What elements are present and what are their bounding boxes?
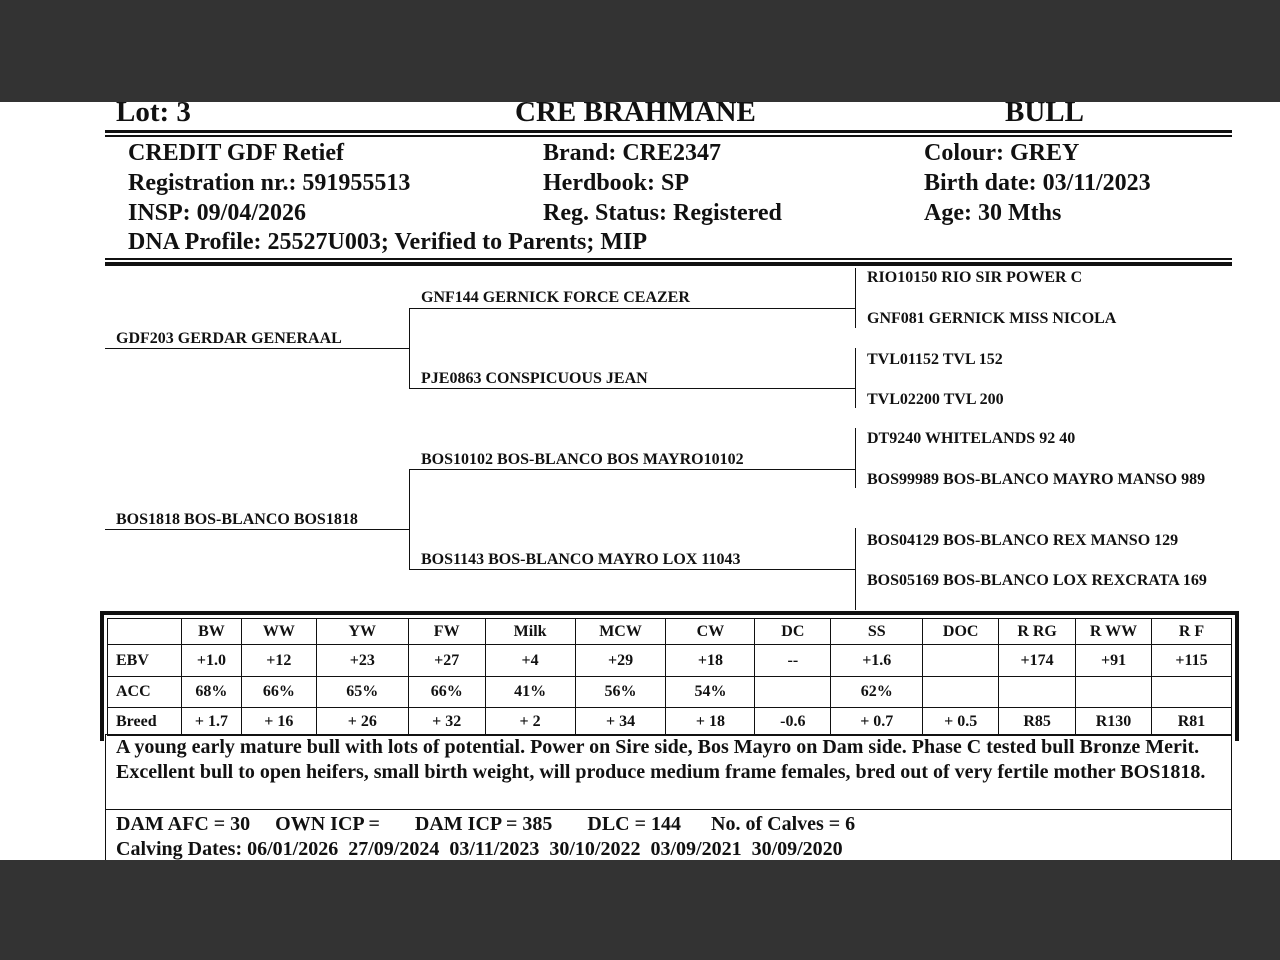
lot-number: Lot: 3 [116,102,191,128]
ebv-cell: +23 [316,645,408,677]
comments-text: A young early mature bull with lots of potential. Power on Sire side, Bos Mayro on Dam side. Phase C tested bull Bronze Merit. Excellent bull to open heifers, small birth weight, will produce medium frame females, bred out of very fertile mother BOS1818. [116,736,1206,783]
herdbook: Herdbook: SP [543,170,690,196]
sire-dam: PJE0863 CONSPICUOUS JEAN [421,370,648,387]
col-header: FW [408,619,485,645]
acc-cell [1076,677,1152,708]
ggp-bracket-3 [855,428,856,488]
ebv-cell: +1.0 [181,645,241,677]
age: Age: 30 Mths [924,200,1062,226]
ggp-bracket-2 [855,348,856,408]
sex-label: BULL [1005,102,1084,128]
info-rule-thin [105,258,1232,260]
row-label: ACC [108,677,182,708]
lot-sheet [0,102,1280,860]
ggp-5: DT9240 WHITELANDS 92 40 [867,430,1076,447]
ebv-cell: +91 [1076,645,1152,677]
ebv-row [108,645,1232,677]
registration-number: Registration nr.: 591955513 [128,170,411,196]
dam-bracket [409,469,410,570]
acc-cell [755,677,831,708]
breed-cell: R85 [999,708,1076,736]
ebv-cell: +12 [241,645,316,677]
col-header: WW [241,619,316,645]
dam-line [105,529,409,530]
dam-dam: BOS1143 BOS-BLANCO MAYRO LOX 11043 [421,551,741,568]
breed-cell: R81 [1152,708,1232,736]
acc-row [108,677,1232,708]
ebv-cell: +18 [666,645,755,677]
info-rule-thick [105,262,1232,266]
colour: Colour: GREY [924,140,1080,166]
ebv-header-row [108,619,1232,645]
breed-cell: + 1.7 [181,708,241,736]
animal-name: CREDIT GDF Retief [128,140,344,166]
acc-cell: 68% [181,677,241,708]
acc-cell: 54% [666,677,755,708]
ggp-6: BOS99989 BOS-BLANCO MAYRO MANSO 989 [867,471,1206,488]
acc-cell: 41% [485,677,575,708]
sire-sire: GNF144 GERNICK FORCE CEAZER [421,289,690,306]
col-header: CW [666,619,755,645]
ebv-table [107,618,1232,736]
ggp-7: BOS04129 BOS-BLANCO REX MANSO 129 [867,532,1179,549]
header-rule-thin [105,135,1232,137]
breed-cell: R130 [1076,708,1152,736]
sire-bracket [409,308,410,389]
calving-dates: Calving Dates: 06/01/2026 27/09/2024 03/11/2023 30/10/2022 03/09/2021 30/09/2020 [116,838,843,860]
sire: GDF203 GERDAR GENERAAL [116,330,342,347]
dam-stats [116,812,855,860]
breed-cell: + 0.5 [923,708,999,736]
col-header: DOC [923,619,999,645]
ggp-3: TVL01152 TVL 152 [867,351,1003,368]
ebv-cell: +29 [575,645,666,677]
col-header [108,619,182,645]
dam-stats-line-1: DAM AFC = 30 OWN ICP = DAM ICP = 385 DLC = 144 No. of Calves = 6 [116,813,856,835]
inspection-date: INSP: 09/04/2026 [128,200,307,226]
acc-cell [999,677,1076,708]
col-header: R F [1152,619,1232,645]
ebv-cell: +174 [999,645,1076,677]
ggp-2: GNF081 GERNICK MISS NICOLA [867,310,1117,327]
acc-cell: 56% [575,677,666,708]
ggp-4: TVL02200 TVL 200 [867,391,1004,408]
col-header: R WW [1076,619,1152,645]
ebv-cell: +115 [1152,645,1232,677]
ggp-8: BOS05169 BOS-BLANCO LOX REXCRATA 169 [867,572,1207,589]
breed-cell: + 2 [485,708,575,736]
registration-status: Reg. Status: Registered [543,200,782,226]
acc-cell: 66% [241,677,316,708]
col-header: R RG [999,619,1076,645]
ebv-cell: -- [755,645,831,677]
breed-cell: + 18 [666,708,755,736]
breed-cell: -0.6 [755,708,831,736]
dna-profile: DNA Profile: 25527U003; Verified to Parents; MIP [128,229,648,255]
birth-date: Birth date: 03/11/2023 [924,170,1151,196]
dam: BOS1818 BOS-BLANCO BOS1818 [116,511,358,528]
comments-divider [105,809,1232,810]
dam-sire: BOS10102 BOS-BLANCO BOS MAYRO10102 [421,451,744,468]
row-label: EBV [108,645,182,677]
col-header: SS [831,619,923,645]
ebv-cell [923,645,999,677]
acc-cell [923,677,999,708]
acc-cell [1152,677,1232,708]
col-header: DC [755,619,831,645]
sire-line [105,348,409,349]
ebv-cell: +1.6 [831,645,923,677]
breed-cell: + 26 [316,708,408,736]
col-header: MCW [575,619,666,645]
acc-cell: 66% [408,677,485,708]
breed-cell: + 16 [241,708,316,736]
row-label: Breed [108,708,182,736]
sire-sire-line [409,308,855,309]
ebv-cell: +4 [485,645,575,677]
col-header: YW [316,619,408,645]
header-rule-thick [105,130,1232,133]
breed-row [108,708,1232,736]
sire-dam-line [409,388,855,389]
acc-cell: 65% [316,677,408,708]
col-header: BW [181,619,241,645]
col-header: Milk [485,619,575,645]
brand: Brand: CRE2347 [543,140,722,166]
breed-cell: + 34 [575,708,666,736]
acc-cell: 62% [831,677,923,708]
dam-sire-line [409,469,855,470]
ebv-cell: +27 [408,645,485,677]
ggp-bracket-1 [855,268,856,328]
ggp-bracket-4 [855,528,856,610]
dam-dam-line [409,569,855,570]
breed-title: CRE BRAHMANE [515,102,756,128]
breed-cell: + 0.7 [831,708,923,736]
breed-cell: + 32 [408,708,485,736]
ggp-1: RIO10150 RIO SIR POWER C [867,269,1083,286]
